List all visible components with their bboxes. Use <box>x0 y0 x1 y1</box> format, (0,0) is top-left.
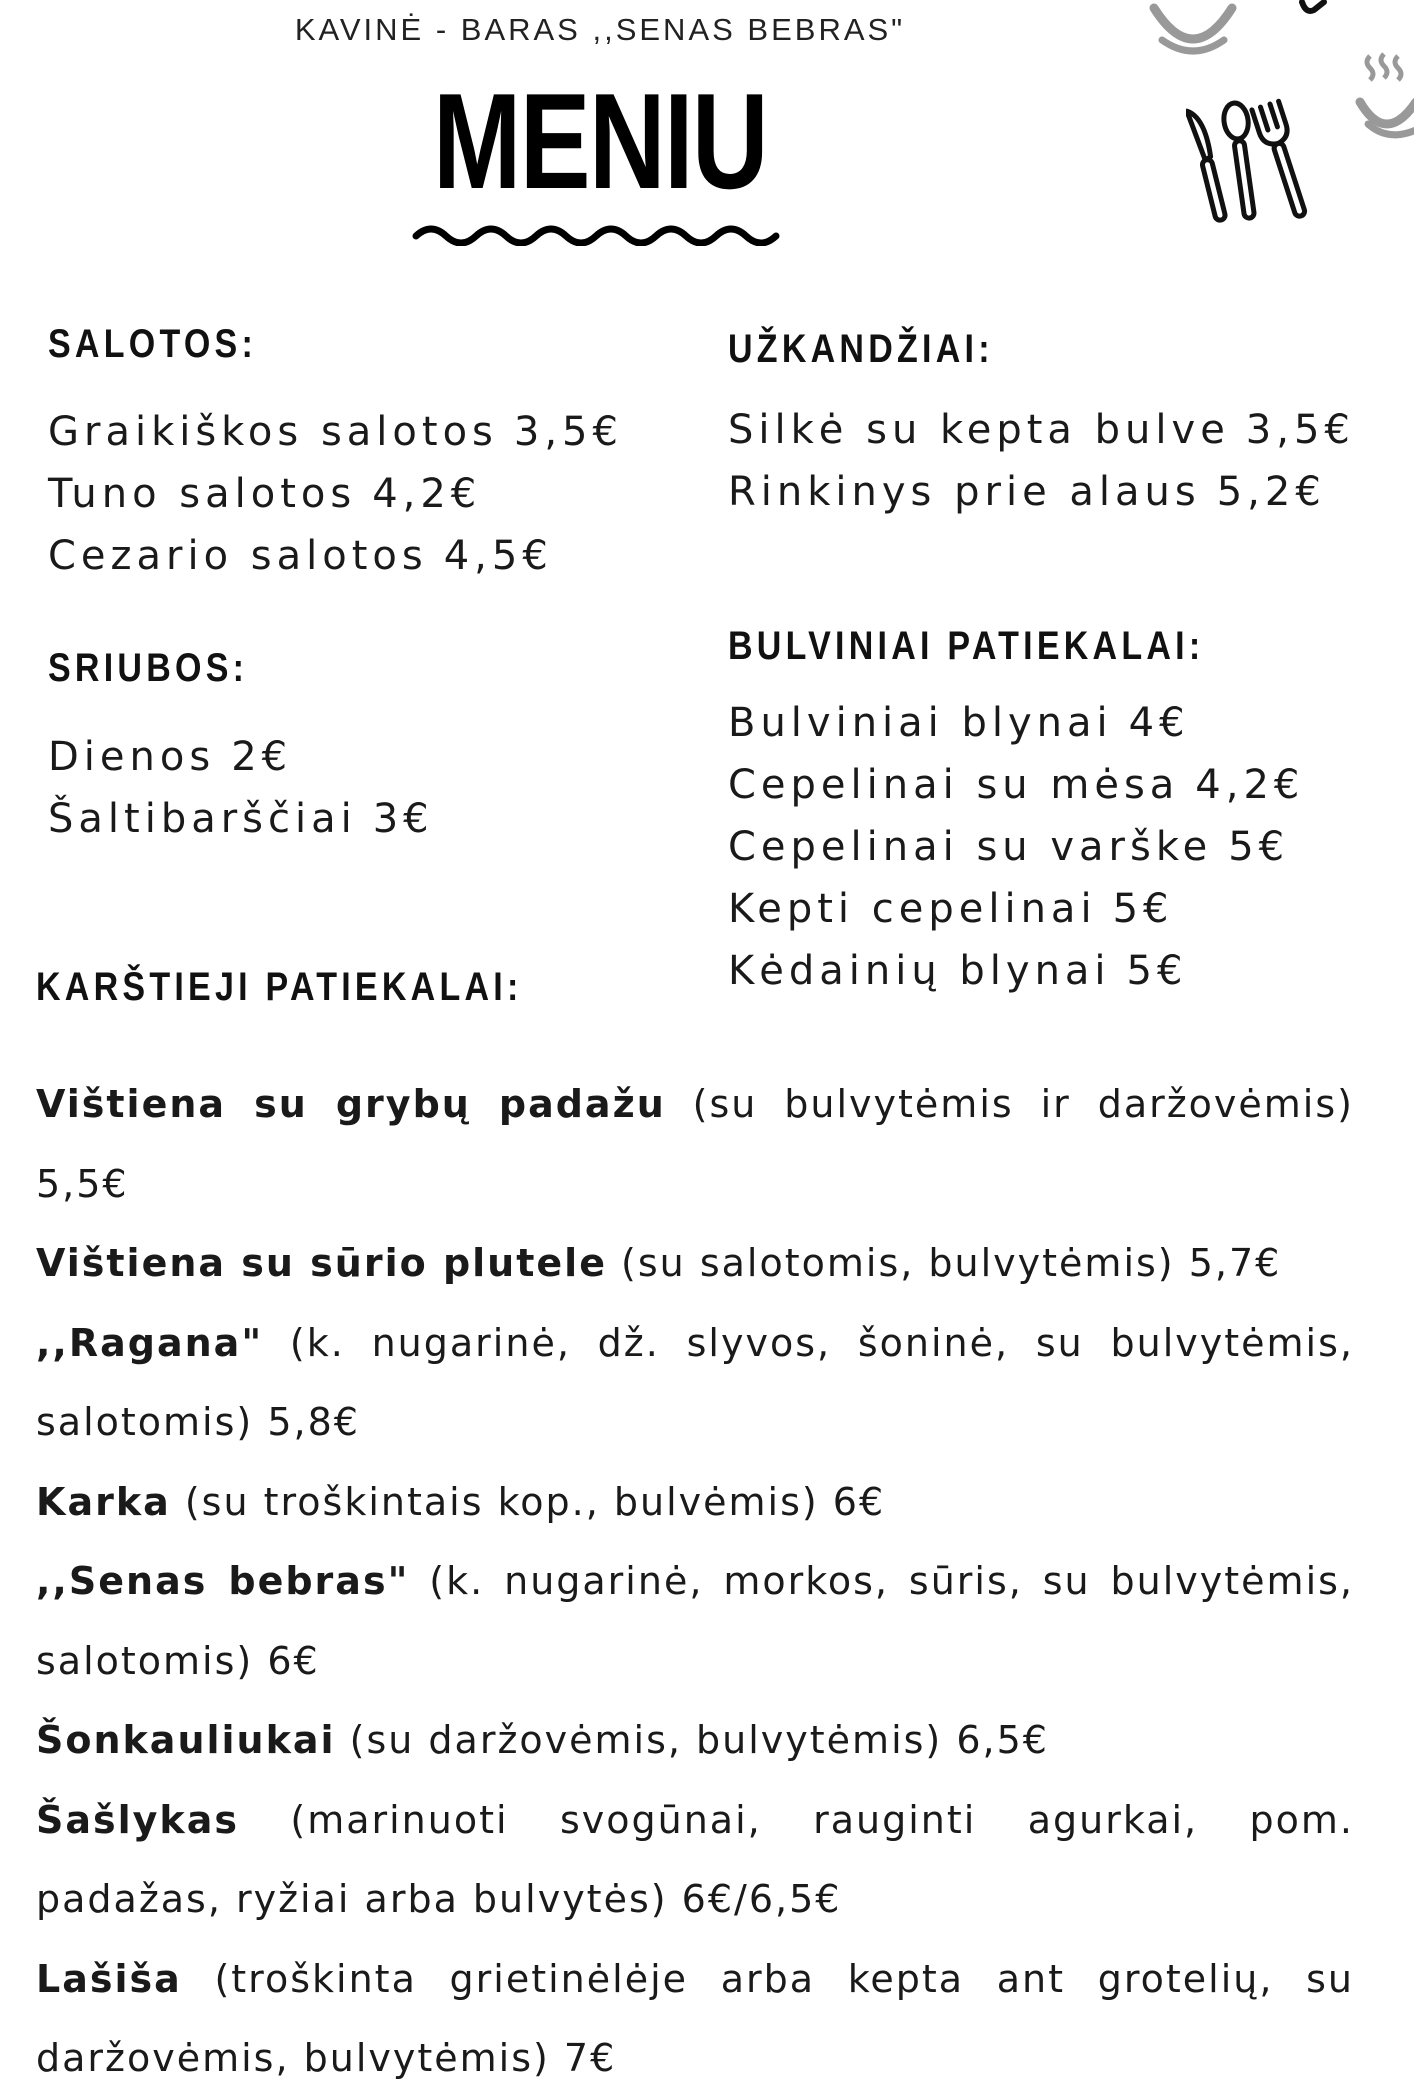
menu-item <box>36 1781 1354 1940</box>
item-name: Dienos <box>48 734 216 780</box>
menu-item <box>36 1304 1354 1463</box>
cutlery-icon <box>1186 98 1316 228</box>
item-name: Kepti cepelinai <box>728 886 1097 932</box>
item-name: Kėdainių blynai <box>728 948 1111 994</box>
item-name: Silkė su kepta bulve <box>728 407 1230 453</box>
cafe-name: KAVINĖ - BARAS ,,SENAS BEBRAS" <box>294 12 906 47</box>
sriubos-list <box>48 726 434 850</box>
item-details: (troškinta grietinėlėje arba kepta ant grotelių, su daržovėmis, bulvytėmis) 7€ <box>36 1956 1354 2080</box>
menu-item <box>48 401 623 463</box>
page-title: MENIU <box>432 65 768 217</box>
item-details: (su daržovėmis, bulvytėmis) 6,5€ <box>335 1718 1049 1762</box>
item-details: (su troškintais kop., bulvėmis) 6€ <box>170 1479 886 1524</box>
item-name: Cepelinai su varške <box>728 824 1213 870</box>
item-name: Šaltibarščiai <box>48 796 357 842</box>
item-price: 4,2€ <box>372 471 482 517</box>
item-name: Lašiša <box>36 1956 182 2001</box>
bowl-icon <box>1148 0 1238 60</box>
section-heading-sriubos: SRIUBOS: <box>48 646 249 690</box>
uzkandziai-list <box>728 399 1355 523</box>
menu-item <box>728 940 1304 1002</box>
menu-item <box>728 461 1355 523</box>
menu-item <box>36 1940 1354 2099</box>
menu-item <box>728 754 1304 816</box>
menu-item <box>728 816 1304 878</box>
item-name: Šašlykas <box>36 1797 239 1842</box>
item-price: 4,2€ <box>1195 762 1305 808</box>
menu-item <box>36 1224 1354 1304</box>
item-name: Cepelinai su mėsa <box>728 762 1180 808</box>
item-name: Graikiškos salotos <box>48 409 498 455</box>
menu-item <box>728 878 1304 940</box>
item-price: 4,5€ <box>443 533 553 579</box>
menu-item <box>48 726 434 788</box>
spoon-icon <box>1298 0 1328 16</box>
steaming-bowl-icon <box>1354 50 1414 150</box>
item-details: (k. nugarinė, dž. slyvos, šoninė, su bulvytėmis, salotomis) 5,8€ <box>36 1320 1354 1444</box>
item-price: 3,5€ <box>1245 407 1355 453</box>
item-price: 4€ <box>1128 700 1190 746</box>
bulviniai-list <box>728 692 1304 1002</box>
item-name: Bulviniai blynai <box>728 700 1113 746</box>
item-price: 5€ <box>1228 824 1290 870</box>
item-name: Tuno salotos <box>48 471 357 517</box>
section-heading-salotos: SALOTOS: <box>48 322 258 366</box>
menu-item <box>36 1065 1354 1224</box>
section-heading-uzkandziai: UŽKANDŽIAI: <box>728 327 994 371</box>
salotos-list <box>48 401 623 587</box>
section-heading-karstieji: KARŠTIEJI PATIEKALAI: <box>36 965 523 1009</box>
menu-item <box>48 463 623 525</box>
section-heading-bulviniai: BULVINIAI PATIEKALAI: <box>728 624 1205 668</box>
menu-item <box>48 788 434 850</box>
item-name: Šonkauliukai <box>36 1718 336 1762</box>
item-price: 5€ <box>1112 886 1174 932</box>
item-price: 5€ <box>1126 948 1188 994</box>
item-price: 3€ <box>372 796 434 842</box>
menu-item <box>48 525 623 587</box>
item-price: 2€ <box>231 734 293 780</box>
wavy-line-icon <box>412 222 784 246</box>
item-name: Rinkinys prie alaus <box>728 469 1201 515</box>
item-name: Vištiena su sūrio plutele <box>36 1241 607 1285</box>
item-details: (k. nugarinė, morkos, sūris, su bulvytėmis, salotomis) 6€ <box>36 1559 1355 1683</box>
item-name: Vištiena su grybų padažu <box>36 1082 666 1126</box>
item-details: (marinuoti svogūnai, rauginti agurkai, pom. padažas, ryžiai arba bulvytės) 6€/6,5€ <box>36 1797 1354 1921</box>
item-price: 5,2€ <box>1216 469 1326 515</box>
item-price: 3,5€ <box>513 409 623 455</box>
menu-item <box>36 1542 1354 1701</box>
karstieji-list <box>36 1065 1354 2099</box>
item-name: Cezario salotos <box>48 533 428 579</box>
item-details: (su salotomis, bulvytėmis) 5,7€ <box>606 1241 1282 1285</box>
menu-item <box>728 692 1304 754</box>
item-name: Karka <box>36 1479 171 1524</box>
menu-item <box>728 399 1355 461</box>
menu-item <box>36 1463 1354 1543</box>
item-details: (su bulvytėmis ir daržovėmis) 5,5€ <box>36 1082 1354 1206</box>
item-name: ,,Ragana" <box>36 1320 264 1365</box>
item-name: ,,Senas bebras" <box>36 1559 410 1603</box>
menu-item <box>36 1701 1354 1781</box>
